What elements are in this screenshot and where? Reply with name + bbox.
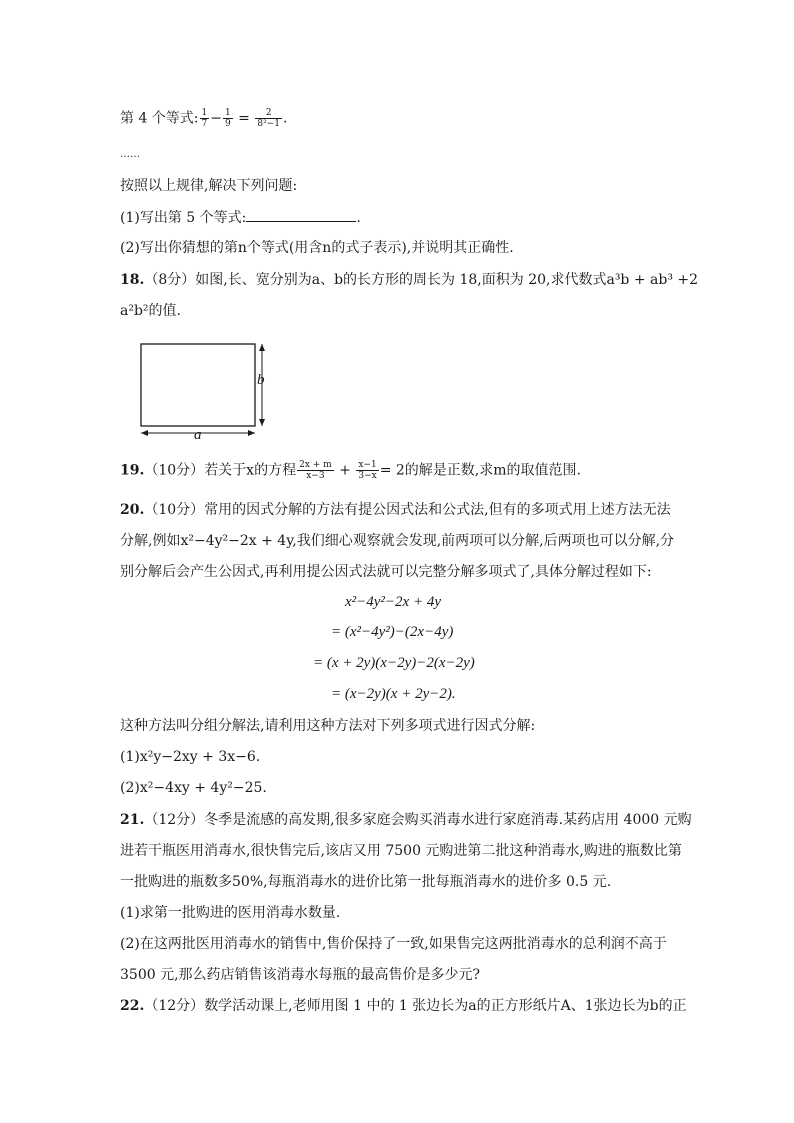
problem-21-q2: (2)在这两批医用消毒水的销售中,售价保持了一致,如果售完这两批消毒水的总利润不高于 — [120, 936, 667, 952]
problem-number: 20. — [120, 502, 145, 518]
problem-20: 20.（10分）常用的因式分解的方法有提公因式法和公式法,但有的多项式用上述方法无法 — [120, 502, 671, 518]
problem-score: （10分） — [144, 502, 205, 518]
derivation-step-3: = (x + 2y)(x−2y)−2(x−2y) — [313, 655, 475, 671]
problem-score: （12分） — [144, 812, 205, 828]
equation-4-line: 第 4 个等式: $\frac{1}{7}$ − $\frac{1}{9}$ = $\frac{2}{\text{8²−1}}$ . — [120, 108, 288, 129]
derivation-step-4: = (x−2y)(x + 2y−2). — [331, 686, 456, 702]
problem-21-q1: (1)求第一批购进的医用消毒水数量. — [120, 905, 341, 921]
problem-number: 22. — [120, 998, 145, 1014]
problem-score: （10分） — [144, 462, 205, 479]
rectangle — [141, 344, 255, 426]
ellipsis: …… — [120, 149, 140, 160]
fraction: $\frac{x-1}{3-x}$ — [358, 460, 377, 481]
problem-18-cont: a²b²的值. — [120, 303, 181, 319]
question-1: (1)写出第 5 个等式: . — [120, 207, 361, 228]
problem-20-q1: (1)x²y−2xy + 3x−6. — [120, 749, 261, 765]
arrowhead — [141, 430, 148, 436]
fraction: $\frac{2x + m}{x-3}$ — [299, 460, 332, 481]
arrowhead — [259, 419, 265, 426]
label-b: b — [257, 372, 265, 388]
equation-4-label: 第 4 个等式: — [120, 110, 199, 127]
arrowhead — [259, 344, 265, 351]
problem-19: 19.（10分）若关于x的方程 $\frac{2x + m}{x-3}$ + $\frac{x-1}{3-x}$ = 2的解是正数,求m的取值范围. — [120, 460, 581, 481]
problem-20-q2: (2)x²−4xy + 4y²−25. — [120, 780, 267, 796]
fraction: $\frac{1}{9}$ — [225, 108, 231, 129]
derivation-step-1: x²−4y²−2x + 4y — [345, 594, 441, 610]
problem-20-line2: 分解,例如x²−4y²−2x + 4y,我们细心观察就会发现,前两项可以分解,后两项也可以分解,分 — [120, 533, 675, 549]
label-a: a — [194, 427, 202, 443]
problem-18: 18.（8分）如图,长、宽分别为a、b的长方形的周长为 18,面积为 20,求代数式a³b + ab³ +2 — [120, 272, 699, 288]
problem-21-line2: 进若干瓶医用消毒水,很快售完后,该店又用 7500 元购进第二批这种消毒水,购进的瓶数比第 — [120, 843, 682, 859]
problem-number: 18. — [120, 272, 145, 288]
answer-blank — [246, 207, 356, 222]
problem-21-q2-cont: 3500 元,那么药店销售该消毒水每瓶的最高售价是多少元? — [120, 967, 481, 983]
problem-21: 21.（12分）冬季是流感的高发期,很多家庭会购买消毒水进行家庭消毒.某药店用 4000 元购 — [120, 812, 692, 828]
problem-21-line3: 一批购进的瓶数多50%,每瓶消毒水的进价比第一批每瓶消毒水的进价多 0.5 元. — [120, 874, 612, 890]
problem-20-line3: 别分解后会产生公因式,再利用提公因式法就可以完整分解多项式了,具体分解过程如下: — [120, 564, 652, 580]
problem-20-line4: 这种方法叫分组分解法,请利用这种方法对下列多项式进行因式分解: — [120, 718, 536, 734]
fraction: $\frac{2}{\text{8²−1}}$ — [257, 108, 280, 129]
derivation-step-2: = (x²−4y²)−(2x−4y) — [331, 624, 454, 640]
problem-number: 19. — [120, 462, 145, 479]
problem-22: 22.（12分）数学活动课上,老师用图 1 中的 1 张边长为a的正方形纸片A、1张边长为b的正 — [120, 998, 687, 1014]
problem-score: （8分） — [144, 272, 196, 288]
problem-score: （12分） — [144, 998, 205, 1014]
fraction: $\frac{1}{7}$ — [201, 108, 208, 129]
rule-intro: 按照以上规律,解决下列问题: — [120, 178, 298, 194]
arrowhead — [248, 430, 255, 436]
problem-number: 21. — [120, 812, 145, 828]
question-2: (2)写出你猜想的第n个等式(用含n的式子表示),并说明其正确性. — [120, 240, 514, 256]
rectangle-figure — [130, 338, 280, 446]
